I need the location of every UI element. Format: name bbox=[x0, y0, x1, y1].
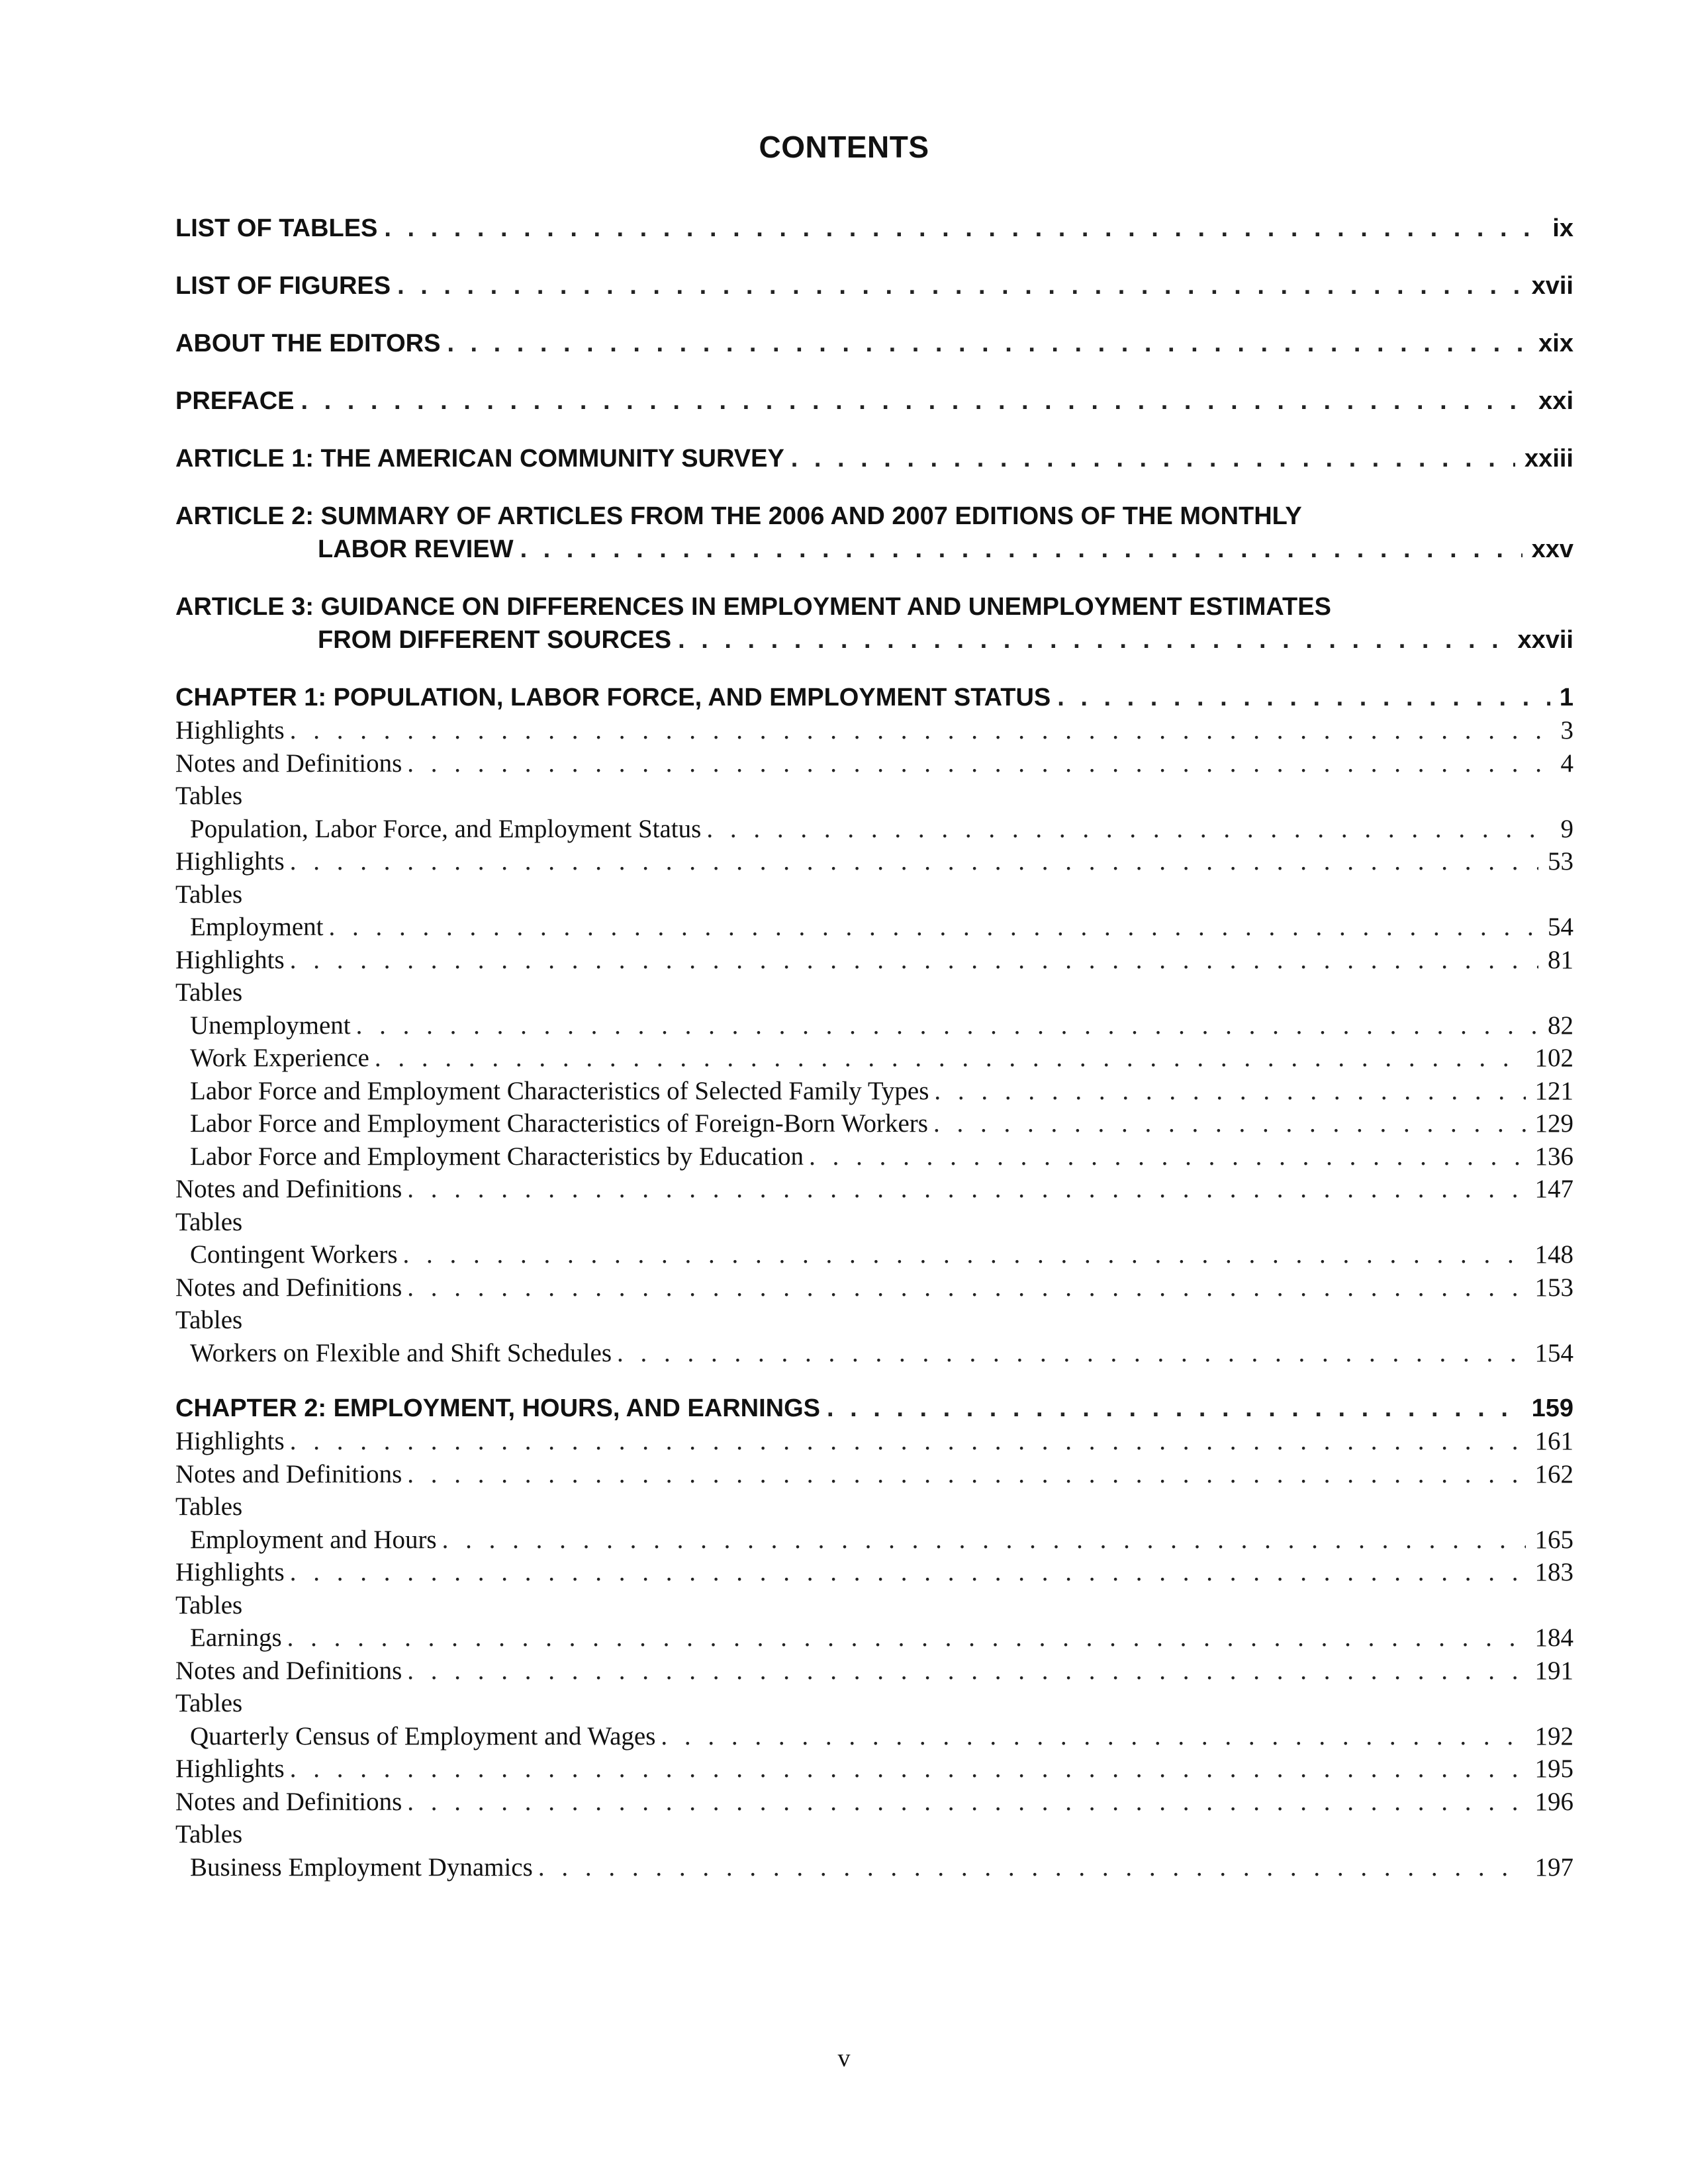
dot-leader bbox=[407, 1458, 1525, 1491]
toc-group-heading bbox=[175, 1304, 1573, 1337]
toc-entry-page: 161 bbox=[1534, 1427, 1573, 1455]
toc-entry-label: Labor Force and Employment Characteristics of Foreign-Born Workers bbox=[190, 1109, 928, 1138]
toc-entry-label: Tables bbox=[175, 978, 243, 1007]
toc-entry-page: 3 bbox=[1560, 716, 1573, 745]
toc-sub-entry[interactable] bbox=[175, 1655, 1573, 1688]
toc-entry-label-line1: ARTICLE 3: GUIDANCE ON DIFFERENCES IN EMPLOYMENT AND UNEMPLOYMENT ESTIMATES bbox=[175, 593, 1331, 621]
toc-entry-label: Labor Force and Employment Characteristics by Education bbox=[190, 1142, 804, 1171]
toc-entry-page: xxi bbox=[1538, 387, 1573, 415]
toc-entry-label: Notes and Definitions bbox=[175, 749, 402, 778]
toc-sub-entry[interactable] bbox=[175, 1042, 1573, 1075]
toc-entry-page: xxiii bbox=[1524, 445, 1573, 473]
toc-sub-entry[interactable] bbox=[175, 845, 1573, 878]
toc-sub-entry[interactable] bbox=[175, 1140, 1573, 1173]
toc-sub-entry[interactable] bbox=[175, 1621, 1573, 1655]
toc-entry-label: Population, Labor Force, and Employment Status bbox=[190, 814, 702, 843]
toc-entry-label: Workers on Flexible and Shift Schedules bbox=[190, 1338, 612, 1367]
toc-entry-page: xvii bbox=[1531, 272, 1573, 300]
toc-sub-entry[interactable] bbox=[175, 1851, 1573, 1884]
toc-entry-label: Tables bbox=[175, 1689, 243, 1717]
dot-leader bbox=[290, 944, 1538, 977]
dot-leader bbox=[290, 845, 1538, 878]
toc-sub-entry[interactable] bbox=[175, 911, 1573, 944]
toc-entry-page: 184 bbox=[1534, 1623, 1573, 1652]
toc-sub-entry[interactable] bbox=[175, 944, 1573, 977]
toc-sub-entry[interactable] bbox=[175, 1238, 1573, 1271]
toc-entry-page: 4 bbox=[1560, 749, 1573, 778]
toc-entry-label: Highlights bbox=[175, 1558, 285, 1586]
toc-entry-page: 82 bbox=[1548, 1011, 1573, 1040]
dot-leader bbox=[290, 1752, 1526, 1786]
toc-entry-label: FROM DIFFERENT SOURCES bbox=[318, 626, 672, 654]
toc-entry-page: 148 bbox=[1534, 1240, 1573, 1269]
toc-entry-page: 196 bbox=[1534, 1787, 1573, 1816]
toc-entry-page: 154 bbox=[1534, 1338, 1573, 1367]
toc-entry-label: LIST OF FIGURES bbox=[175, 272, 391, 300]
toc-group-heading bbox=[175, 1206, 1573, 1239]
toc-entry-label: Notes and Definitions bbox=[175, 1656, 402, 1685]
toc-entry-list-of-figures[interactable] bbox=[175, 269, 1573, 302]
toc-sub-entry[interactable] bbox=[175, 1752, 1573, 1786]
toc-group-heading bbox=[175, 1490, 1573, 1524]
toc-entry-article-2[interactable] bbox=[175, 500, 1573, 566]
toc-entry-label: Business Employment Dynamics bbox=[190, 1852, 533, 1882]
toc-sub-entry[interactable] bbox=[175, 1173, 1573, 1206]
toc-entry-article-1[interactable] bbox=[175, 442, 1573, 475]
toc-sub-entry[interactable] bbox=[175, 1720, 1573, 1753]
toc-entry-page: 1 bbox=[1559, 684, 1573, 711]
dot-leader bbox=[933, 1107, 1526, 1140]
toc-group-heading bbox=[175, 1589, 1573, 1622]
toc-entry-label: Work Experience bbox=[190, 1044, 369, 1072]
dot-leader bbox=[661, 1720, 1525, 1753]
dot-leader bbox=[287, 1621, 1526, 1655]
toc-entry-label: Tables bbox=[175, 1306, 243, 1334]
toc-entry-label: PREFACE bbox=[175, 387, 295, 415]
page-number: v bbox=[837, 2044, 851, 2072]
toc-entry-label-line1: ARTICLE 2: SUMMARY OF ARTICLES FROM THE 2006 AND 2007 EDITIONS OF THE MONTHLY bbox=[175, 502, 1302, 530]
toc-entry-label: Notes and Definitions bbox=[175, 1787, 402, 1816]
dot-leader bbox=[678, 623, 1508, 657]
toc-entry-page: 162 bbox=[1534, 1459, 1573, 1488]
dot-leader bbox=[791, 442, 1515, 475]
toc-entry-label: ABOUT THE EDITORS bbox=[175, 330, 441, 357]
dot-leader bbox=[384, 212, 1543, 245]
toc-entry-label: Highlights bbox=[175, 1427, 285, 1455]
toc-entry-label: ARTICLE 1: THE AMERICAN COMMUNITY SURVEY bbox=[175, 445, 784, 473]
dot-leader bbox=[447, 327, 1529, 360]
toc-entry-page: 183 bbox=[1534, 1558, 1573, 1586]
toc-entry-page: 9 bbox=[1560, 814, 1573, 843]
dot-leader bbox=[520, 533, 1523, 566]
dot-leader bbox=[407, 1786, 1525, 1819]
toc-entry-label: Employment bbox=[190, 913, 324, 941]
dot-leader bbox=[407, 1173, 1525, 1206]
toc-sub-entry[interactable] bbox=[175, 1009, 1573, 1042]
toc-entry-label: CHAPTER 2: EMPLOYMENT, HOURS, AND EARNINGS bbox=[175, 1394, 820, 1422]
toc-entry-label: Highlights bbox=[175, 716, 285, 745]
dot-leader bbox=[403, 1238, 1526, 1271]
toc-group-heading bbox=[175, 878, 1573, 911]
dot-leader bbox=[407, 1271, 1525, 1304]
toc-entry-page: 153 bbox=[1534, 1273, 1573, 1302]
toc-entry-page: ix bbox=[1552, 214, 1573, 242]
toc-entry-page: 195 bbox=[1534, 1754, 1573, 1783]
dot-leader bbox=[290, 1556, 1526, 1589]
toc-sub-entry[interactable] bbox=[175, 1458, 1573, 1491]
dot-leader bbox=[827, 1392, 1523, 1425]
dot-leader bbox=[1057, 681, 1550, 714]
toc-entry-label: Tables bbox=[175, 1492, 243, 1521]
dot-leader bbox=[617, 1337, 1525, 1370]
dot-leader bbox=[356, 1009, 1538, 1042]
toc-group-heading bbox=[175, 976, 1573, 1009]
dot-leader bbox=[328, 911, 1538, 944]
toc-sub-entry[interactable] bbox=[175, 1425, 1573, 1458]
toc-sub-entry[interactable] bbox=[175, 1786, 1573, 1819]
dot-leader bbox=[290, 1425, 1526, 1458]
toc-sub-entry[interactable] bbox=[175, 714, 1573, 747]
toc-entry-label: Highlights bbox=[175, 1754, 285, 1783]
toc-entry-label: Tables bbox=[175, 1207, 243, 1236]
toc-entry-page: 147 bbox=[1534, 1175, 1573, 1203]
chapter-1-items bbox=[175, 714, 1573, 1369]
toc-entry-label: LABOR REVIEW bbox=[318, 535, 514, 563]
toc-entry-preface[interactable] bbox=[175, 385, 1573, 418]
toc-entry-page: 165 bbox=[1534, 1525, 1573, 1554]
table-of-contents bbox=[175, 212, 1573, 1884]
page-title: CONTENTS bbox=[759, 130, 929, 164]
dot-leader bbox=[934, 1075, 1525, 1108]
toc-entry-page: 129 bbox=[1534, 1109, 1573, 1138]
toc-entry-label: Quarterly Census of Employment and Wages bbox=[190, 1721, 656, 1751]
toc-entry-label: Notes and Definitions bbox=[175, 1273, 402, 1302]
toc-entry-list-of-tables[interactable] bbox=[175, 212, 1573, 245]
toc-group-heading bbox=[175, 1687, 1573, 1720]
toc-entry-label: Highlights bbox=[175, 847, 285, 876]
toc-sub-entry[interactable] bbox=[175, 1271, 1573, 1304]
toc-entry-label: Labor Force and Employment Characteristics of Selected Family Types bbox=[190, 1076, 929, 1105]
toc-entry-label: Unemployment bbox=[190, 1011, 351, 1040]
toc-entry-page: 197 bbox=[1534, 1852, 1573, 1882]
dot-leader bbox=[407, 747, 1551, 780]
toc-sub-entry[interactable] bbox=[175, 1107, 1573, 1140]
toc-entry-label: Earnings bbox=[190, 1623, 282, 1652]
dot-leader bbox=[375, 1042, 1526, 1075]
toc-entry-page: 121 bbox=[1534, 1076, 1573, 1105]
dot-leader bbox=[290, 714, 1552, 747]
dot-leader bbox=[442, 1524, 1526, 1557]
toc-sub-entry[interactable] bbox=[175, 1524, 1573, 1557]
toc-entry-chapter-1[interactable] bbox=[175, 681, 1573, 714]
toc-entry-page: 53 bbox=[1548, 847, 1573, 876]
dot-leader bbox=[809, 1140, 1525, 1173]
toc-entry-label: Contingent Workers bbox=[190, 1240, 398, 1269]
toc-entry-article-3[interactable] bbox=[175, 590, 1573, 657]
dot-leader bbox=[397, 269, 1522, 302]
toc-entry-page: 81 bbox=[1548, 945, 1573, 974]
toc-entry-label: Notes and Definitions bbox=[175, 1175, 402, 1203]
toc-entry-label: CHAPTER 1: POPULATION, LABOR FORCE, AND EMPLOYMENT STATUS bbox=[175, 684, 1051, 711]
toc-group-heading bbox=[175, 780, 1573, 813]
chapter-2-section bbox=[175, 1392, 1573, 1884]
toc-sub-entry[interactable] bbox=[175, 1556, 1573, 1589]
toc-entry-about-the-editors[interactable] bbox=[175, 327, 1573, 360]
toc-entry-page: 159 bbox=[1531, 1394, 1573, 1422]
toc-entry-page: 102 bbox=[1534, 1044, 1573, 1072]
toc-sub-entry[interactable] bbox=[175, 1075, 1573, 1108]
chapter-1-section bbox=[175, 681, 1573, 1369]
toc-sub-entry[interactable] bbox=[175, 813, 1573, 846]
toc-entry-page: xxv bbox=[1531, 535, 1573, 563]
dot-leader bbox=[538, 1851, 1526, 1884]
toc-sub-entry[interactable] bbox=[175, 747, 1573, 780]
toc-group-heading bbox=[175, 1818, 1573, 1851]
toc-entry-label: Tables bbox=[175, 880, 243, 909]
toc-sub-entry[interactable] bbox=[175, 1337, 1573, 1370]
chapter-2-items bbox=[175, 1425, 1573, 1884]
dot-leader bbox=[301, 385, 1529, 418]
toc-entry-label: Highlights bbox=[175, 945, 285, 974]
toc-entry-label: Tables bbox=[175, 1820, 243, 1848]
toc-entry-label: Tables bbox=[175, 1590, 243, 1619]
toc-entry-page: 136 bbox=[1534, 1142, 1573, 1171]
dot-leader bbox=[407, 1655, 1525, 1688]
toc-entry-page: xxvii bbox=[1517, 626, 1573, 654]
toc-entry-label: LIST OF TABLES bbox=[175, 214, 378, 242]
toc-entry-page: 191 bbox=[1534, 1656, 1573, 1685]
toc-entry-label: Employment and Hours bbox=[190, 1525, 437, 1554]
toc-entry-page: 54 bbox=[1548, 913, 1573, 941]
toc-entry-label: Tables bbox=[175, 782, 243, 810]
toc-entry-page: 192 bbox=[1534, 1721, 1573, 1751]
dot-leader bbox=[706, 813, 1551, 846]
toc-entry-page: xix bbox=[1538, 330, 1573, 357]
toc-entry-chapter-2[interactable] bbox=[175, 1392, 1573, 1425]
toc-entry-label: Notes and Definitions bbox=[175, 1459, 402, 1488]
